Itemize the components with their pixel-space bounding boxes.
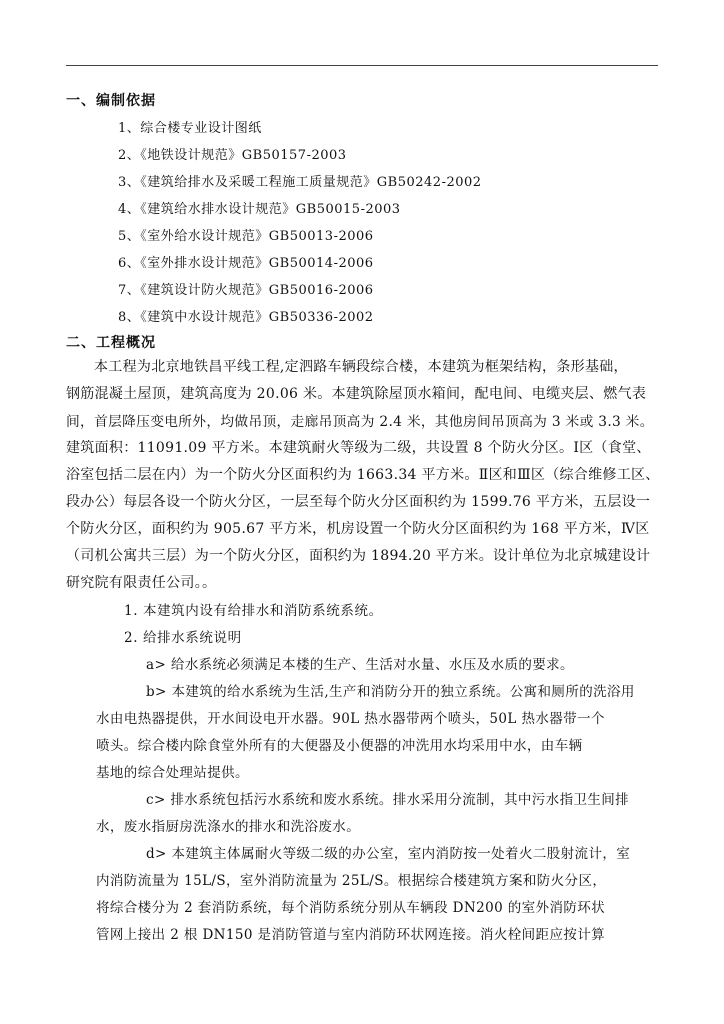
reference-item: 7、《建筑设计防火规范》GB50016-2006	[118, 283, 374, 298]
header-rule	[66, 65, 658, 66]
subitem-line: 管网上接出 2 根 DN150 是消防管道与室内消防环状网连接。消火栓间距应按计算	[96, 927, 606, 943]
section-heading-overview: 二、工程概况	[66, 335, 156, 351]
paragraph-line: 研究院有限责任公司。。	[66, 575, 217, 591]
subitem-line: 水，废水指厨房洗涤水的排水和洗浴废水。	[96, 819, 361, 835]
paragraph-line: （司机公寓共三层）为一个防火分区，面积约为 1894.20 平方米。设计单位为北京城建设计	[66, 548, 651, 564]
reference-item: 6、《室外排水设计规范》GB50014-2006	[118, 256, 374, 271]
reference-item: 3、《建筑给排水及采暖工程施工质量规范》GB50242-2002	[118, 175, 482, 190]
subitem-line: 水由电热器提供，开水间设电开水器。90L 热水器带两个喷头，50L 热水器带一个	[96, 711, 605, 727]
reference-item: 1、综合楼专业设计图纸	[118, 121, 262, 136]
subitem-line: 基地的综合处理站提供。	[96, 765, 249, 781]
subitem-line: b> 本建筑的给水系统为生活,生产和消防分开的独立系统。公寓和厕所的洗浴用	[146, 684, 635, 700]
subitem-line: a> 给水系统必须满足本楼的生产、生活对水量、水压及水质的要求。	[146, 657, 574, 673]
paragraph-line: 建筑面积：11091.09 平方米。本建筑耐火等级为二级，共设置 8 个防火分区。Ⅰ区（食堂、	[66, 440, 651, 456]
reference-item: 4、《建筑给水排水设计规范》GB50015-2003	[118, 202, 401, 217]
subitem-line: 内消防流量为 15L/S，室外消防流量为 25L/S。根据综合楼建筑方案和防火分区，	[96, 873, 607, 889]
paragraph-line: 段办公）每层各设一个防火分区，一层至每个防火分区面积约为 1599.76 平方米，五层设一	[66, 494, 651, 510]
paragraph-line: 间，首层降压变电所外，均做吊顶，走廊吊顶高为 2.4 米，其他房间吊顶高为 3 米或 3.3 米。	[66, 414, 654, 430]
reference-item: 5、《室外给水设计规范》GB50013-2006	[118, 229, 374, 244]
paragraph-line: 浴室包括二层在内）为一个防火分区面积约为 1663.34 平方米。Ⅱ区和Ⅲ区（综合维修工区、	[66, 467, 660, 483]
section-heading-basis: 一、编制依据	[66, 93, 156, 109]
numbered-item: 2. 给排水系统说明	[124, 630, 242, 646]
subitem-line: c> 排水系统包括污水系统和废水系统。排水采用分流制，其中污水指卫生间排	[146, 792, 630, 808]
paragraph-line: 钢筋混凝土屋顶，建筑高度为 20.06 米。本建筑除屋顶水箱间，配电间、电缆夹层、燃气表	[66, 386, 647, 402]
reference-item: 2、《地铁设计规范》GB50157-2003	[118, 148, 347, 163]
reference-item: 8、《建筑中水设计规范》GB50336-2002	[118, 310, 374, 325]
numbered-item: 1. 本建筑内设有给排水和消防系统系统。	[124, 603, 383, 619]
paragraph-line: 个防火分区，面积约为 905.67 平方米，机房设置一个防火分区面积约为 168 平方米，Ⅳ区	[66, 521, 650, 537]
subitem-line: 喷头。综合楼内除食堂外所有的大便器及小便器的冲洗用水均采用中水，由车辆	[96, 738, 583, 754]
subitem-line: 将综合楼分为 2 套消防系统，每个消防系统分别从车辆段 DN200 的室外消防环状	[96, 900, 606, 916]
subitem-line: d> 本建筑主体属耐火等级二级的办公室，室内消防按一处着火二股射流计，室	[146, 846, 631, 862]
paragraph-line: 本工程为北京地铁昌平线工程,定泗路车辆段综合楼，本建筑为框架结构，条形基础，	[94, 359, 628, 375]
